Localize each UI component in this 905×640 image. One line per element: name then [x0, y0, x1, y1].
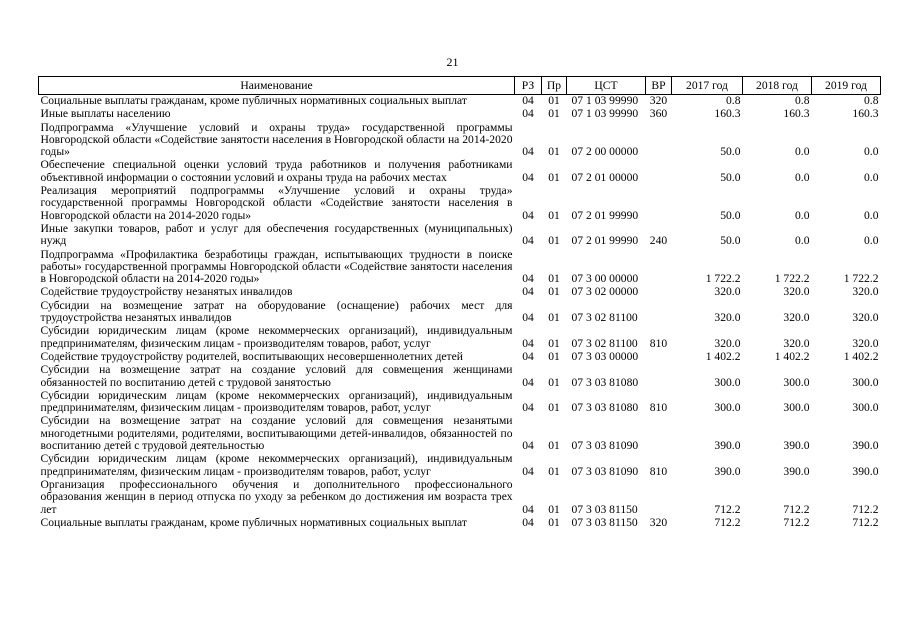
- row-rz: 04: [522, 107, 534, 121]
- table-row: [39, 108, 881, 121]
- row-name: Социальные выплаты гражданам, кроме публичных нормативных социальных выплат: [40, 94, 467, 107]
- row-pr: 01: [548, 515, 560, 529]
- table-row: [39, 159, 881, 185]
- row-2019: 390.0: [852, 464, 879, 478]
- row-2017: 712.2: [714, 515, 741, 529]
- row-2017: 1 722.2: [705, 272, 741, 286]
- row-2017: 300.0: [714, 375, 741, 389]
- row-2017: 300.0: [714, 401, 741, 415]
- row-pr: 01: [548, 208, 560, 222]
- row-name: Субсидии на возмещение затрат на создание условий для совмещения женщинами обязанностей по воспитанию детей с трудовой занятостью: [40, 363, 513, 389]
- row-cst: 07 3 02 81100: [571, 311, 638, 325]
- row-rz: 04: [522, 439, 534, 453]
- row-2017: 0.8: [726, 94, 741, 107]
- row-cst: 07 3 03 81080: [571, 375, 639, 389]
- row-pr: 01: [548, 272, 560, 286]
- row-name: Субсидии юридическим лицам (кроме некоммерческих организаций), индивидуальным предпринимателям, физическим лицам - производителям товаров, работ, услуг: [40, 388, 513, 415]
- table-row: [39, 325, 881, 351]
- table-row: [39, 415, 881, 453]
- row-cst: 07 3 02 81100: [571, 336, 638, 350]
- row-vr: [646, 122, 672, 160]
- row-rz: 04: [522, 336, 534, 350]
- row-2019: 160.3: [852, 107, 879, 121]
- row-vr: [646, 286, 672, 299]
- row-2019: 712.2: [852, 515, 879, 529]
- row-pr: 01: [548, 234, 560, 248]
- row-rz: 04: [522, 272, 534, 286]
- table-row: [39, 351, 881, 364]
- row-2018: 0.0: [795, 170, 810, 184]
- row-name: Субсидии юридическим лицам (кроме некоммерческих организаций), индивидуальным предпринимателям, физическим лицам - производителям товаров, работ, услуг: [40, 452, 513, 478]
- row-cst: 07 1 03 99990: [571, 107, 639, 121]
- row-vr: 810: [649, 401, 668, 415]
- row-vr: 810: [649, 336, 668, 350]
- row-2017: 160.3: [714, 107, 741, 121]
- table-row: [39, 479, 881, 517]
- row-cst: 07 3 02 00000: [571, 285, 639, 299]
- row-2019: 320.0: [852, 285, 879, 299]
- row-2019: 0.0: [864, 208, 879, 222]
- row-name: Иные выплаты населению: [40, 107, 171, 121]
- row-2018: 320.0: [783, 285, 810, 299]
- row-2019: 0.0: [864, 234, 879, 248]
- table-row: [39, 286, 881, 299]
- row-2018: 390.0: [783, 439, 810, 453]
- row-2019: 0.0: [864, 145, 879, 159]
- row-2017: 320.0: [714, 285, 741, 299]
- row-vr: [646, 185, 672, 223]
- row-2017: 712.2: [714, 502, 741, 516]
- header-2017: 2017 год: [672, 77, 743, 95]
- row-2017: 50.0: [720, 208, 741, 222]
- row-rz: 04: [522, 208, 534, 222]
- row-2019: 300.0: [852, 401, 879, 415]
- row-rz: 04: [522, 234, 534, 248]
- row-pr: 01: [548, 107, 560, 121]
- row-vr: 360: [649, 107, 668, 121]
- row-vr: [646, 300, 672, 326]
- row-name: Реализация мероприятий подпрограммы «Улучшение условий и охраны труда» государственной программы Новгородской области «Содействие занятости населения в Новгородской области на 2014-2020 годы»: [40, 184, 513, 222]
- header-2019: 2019 год: [812, 77, 881, 95]
- row-2017: 390.0: [714, 439, 741, 453]
- row-2017: 320.0: [714, 311, 741, 325]
- row-cst: 07 3 03 00000: [571, 349, 639, 363]
- row-pr: 01: [548, 401, 560, 415]
- row-2018: 320.0: [783, 311, 810, 325]
- row-rz: 04: [522, 401, 534, 415]
- row-2019: 390.0: [852, 439, 879, 453]
- row-vr: [646, 479, 672, 517]
- table-row: [39, 517, 881, 530]
- table-row: [39, 122, 881, 160]
- row-name: Подпрограмма «Профилактика безработицы граждан, испытывающих трудности в поиске работы» государственной программы Новгородской области «Содействие занятости населения в Новгородской области на 2014-2020 годы»: [40, 247, 513, 286]
- row-name: Организация профессионального обучения и дополнительного профессионального образования женщин в период отпуска по уходу за ребенком до достижения им возраста трех лет: [40, 477, 513, 516]
- row-name: Подпрограмма «Улучшение условий и охраны труда» государственной программы Новгородской области «Содействие занятости населения в Новгородской области на 2014-2020 годы»: [40, 120, 513, 159]
- row-vr: 320: [649, 515, 668, 529]
- table-row: [39, 453, 881, 479]
- row-2019: 0.0: [864, 170, 879, 184]
- row-2017: 1 402.2: [705, 349, 741, 363]
- row-rz: 04: [522, 94, 534, 107]
- table-row: [39, 364, 881, 390]
- row-rz: 04: [522, 311, 534, 325]
- row-vr: [646, 351, 672, 364]
- page-number: 21: [446, 55, 459, 69]
- row-pr: 01: [548, 311, 560, 325]
- row-2019: 1 402.2: [843, 349, 879, 363]
- budget-table: [38, 76, 881, 530]
- row-pr: 01: [548, 464, 560, 478]
- row-2017: 50.0: [720, 145, 741, 159]
- row-pr: 01: [548, 336, 560, 350]
- row-name: Субсидии на возмещение затрат на оборудование (оснащение) рабочих мест для трудоустройства незанятых инвалидов: [40, 298, 513, 325]
- row-2018: 0.0: [795, 208, 810, 222]
- row-2018: 160.3: [783, 107, 810, 121]
- row-2018: 390.0: [783, 464, 810, 478]
- row-2018: 712.2: [783, 515, 810, 529]
- row-rz: 04: [522, 145, 534, 159]
- table-row: [39, 223, 881, 249]
- row-rz: 04: [522, 285, 534, 299]
- table-row: [39, 249, 881, 287]
- row-2019: 0.8: [864, 94, 879, 107]
- row-pr: 01: [548, 439, 560, 453]
- row-2018: 0.8: [795, 94, 810, 107]
- row-2017: 50.0: [720, 170, 741, 184]
- row-cst: 07 2 00 00000: [571, 145, 639, 159]
- row-2018: 1 402.2: [774, 349, 810, 363]
- header-pr: Пр: [542, 77, 567, 95]
- row-2018: 0.0: [795, 234, 810, 248]
- row-2018: 712.2: [783, 502, 810, 516]
- row-vr: [646, 249, 672, 287]
- row-name: Социальные выплаты гражданам, кроме публичных нормативных социальных выплат: [40, 515, 467, 529]
- row-rz: 04: [522, 349, 534, 363]
- row-2018: 320.0: [783, 336, 810, 350]
- header-name: Наименование: [39, 77, 515, 95]
- row-rz: 04: [522, 464, 534, 478]
- row-name: Иные закупки товаров, работ и услуг для обеспечения государственных (муниципальных) нужд: [40, 221, 513, 248]
- row-2017: 50.0: [720, 234, 741, 248]
- row-cst: 07 2 01 00000: [571, 170, 639, 184]
- row-rz: 04: [522, 375, 534, 389]
- row-2019: 320.0: [852, 336, 879, 350]
- row-2019: 1 722.2: [843, 272, 879, 286]
- row-cst: 07 3 00 00000: [571, 272, 639, 286]
- row-2019: 712.2: [852, 502, 879, 516]
- table-body: [39, 95, 881, 531]
- row-2018: 300.0: [783, 375, 810, 389]
- row-pr: 01: [548, 170, 560, 184]
- row-pr: 01: [548, 375, 560, 389]
- row-2019: 300.0: [852, 375, 879, 389]
- row-2017: 320.0: [714, 336, 741, 350]
- row-2018: 1 722.2: [774, 272, 810, 286]
- row-cst: 07 3 03 81150: [571, 502, 638, 516]
- header-cst: ЦСТ: [567, 77, 646, 95]
- row-vr: 320: [649, 94, 668, 107]
- row-pr: 01: [548, 285, 560, 299]
- row-2019: 320.0: [852, 311, 879, 325]
- table-row: [39, 390, 881, 416]
- row-2018: 300.0: [783, 401, 810, 415]
- row-rz: 04: [522, 515, 534, 529]
- header-2018: 2018 год: [743, 77, 812, 95]
- row-pr: 01: [548, 502, 560, 516]
- row-rz: 04: [522, 170, 534, 184]
- row-name: Обеспечение специальной оценки условий труда работников и получения работниками объективной информации о состоянии условий и охраны труда на рабочих местах: [40, 158, 513, 184]
- row-cst: 07 2 01 99990: [571, 234, 639, 248]
- row-name: Содействие трудоустройству родителей, воспитывающих несовершеннолетних детей: [40, 349, 463, 363]
- row-cst: 07 3 03 81150: [571, 515, 638, 529]
- row-2017: 390.0: [714, 464, 741, 478]
- table-row: [39, 185, 881, 223]
- header-vr: ВР: [646, 77, 672, 95]
- row-cst: 07 2 01 99990: [571, 208, 639, 222]
- row-cst: 07 1 03 99990: [571, 94, 639, 107]
- row-rz: 04: [522, 502, 534, 516]
- row-2018: 0.0: [795, 145, 810, 159]
- row-vr: 810: [649, 464, 668, 478]
- table-row: [39, 95, 881, 109]
- row-name: Содействие трудоустройству незанятых инвалидов: [40, 285, 293, 299]
- row-vr: [646, 159, 672, 185]
- row-pr: 01: [548, 349, 560, 363]
- row-vr: 240: [649, 234, 668, 248]
- header-rz: РЗ: [515, 77, 542, 95]
- row-pr: 01: [548, 145, 560, 159]
- row-name: Субсидии юридическим лицам (кроме некоммерческих организаций), индивидуальным предпринимателям, физическим лицам - производителям товаров, работ, услуг: [40, 324, 513, 350]
- row-name: Субсидии на возмещение затрат на создание условий для совмещения незанятыми многодетными родителями, родителями, воспитывающими детей-инвалидов, обязанностей по воспитанию детей с трудовой деятельностью: [40, 414, 513, 453]
- row-pr: 01: [548, 94, 560, 107]
- table-header-row: [39, 77, 881, 95]
- row-vr: [646, 364, 672, 390]
- table-row: [39, 300, 881, 326]
- row-cst: 07 3 03 81090: [571, 439, 639, 453]
- row-cst: 07 3 03 81090: [571, 464, 639, 478]
- row-vr: [646, 415, 672, 453]
- row-cst: 07 3 03 81080: [571, 401, 639, 415]
